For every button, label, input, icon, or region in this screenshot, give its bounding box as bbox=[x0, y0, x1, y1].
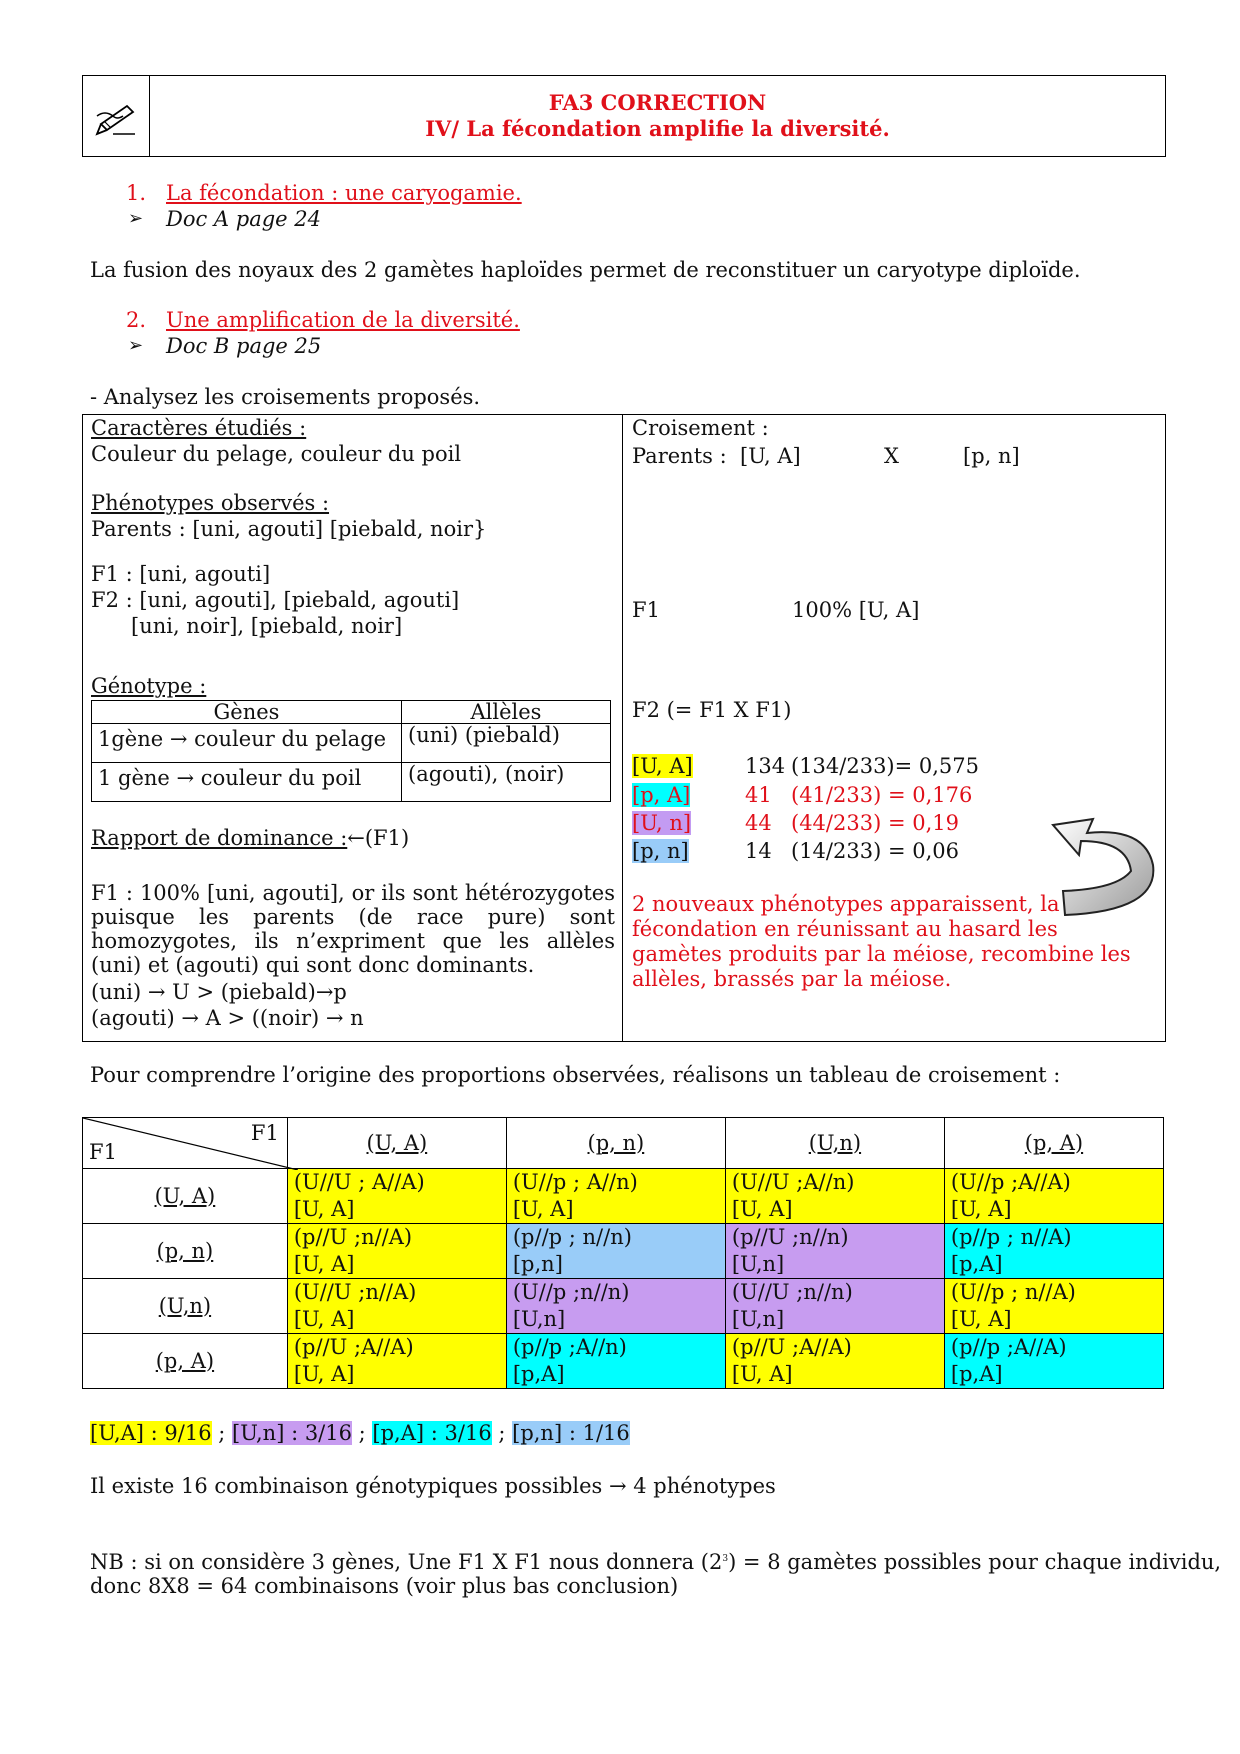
summary-ua: [U,A] : 9/16 bbox=[90, 1421, 212, 1445]
gene-table-cell: 1gène → couleur du pelage bbox=[92, 724, 402, 763]
punnett-cell: (U//U ;A//n) [U, A] bbox=[725, 1169, 944, 1224]
nb-line1 bbox=[90, 1550, 1221, 1574]
punnett-cell: (U//U ;n//n) [U,n] bbox=[725, 1279, 944, 1334]
bullet-arrow-icon: ➢ bbox=[128, 335, 144, 356]
gene-table-cell: 1 gène → couleur du poil bbox=[92, 763, 402, 802]
phenotypes-heading: Phénotypes observés : bbox=[91, 491, 330, 515]
nb-text-a: NB : si on considère 3 gènes, Une F1 X F1 nous donnera (2 bbox=[90, 1550, 723, 1574]
result-calc: (44/233) = 0,19 bbox=[791, 811, 959, 835]
result-phenotype: [p, A] bbox=[632, 783, 691, 807]
punnett-cell: (U//p ; n//A) [U, A] bbox=[944, 1279, 1163, 1334]
punnett-cell: (p//U ;n//n) [U,n] bbox=[725, 1224, 944, 1279]
f1-phenotype: F1 : [uni, agouti] bbox=[91, 562, 271, 586]
result-count: 41 bbox=[745, 783, 772, 807]
dominance-heading: Rapport de dominance : bbox=[91, 826, 348, 850]
page-subtitle: IV/ La fécondation amplifie la diversité. bbox=[425, 116, 890, 141]
result-count: 44 bbox=[745, 811, 772, 835]
result-calc: (14/233) = 0,06 bbox=[791, 839, 959, 863]
f2-label: F2 (= F1 X F1) bbox=[632, 698, 792, 722]
punnett-cell: (U//U ; A//A) [U, A] bbox=[287, 1169, 506, 1224]
section1-docref: Doc A page 24 bbox=[166, 207, 321, 231]
proportion-summary bbox=[90, 1421, 630, 1445]
row-header: (U,n) bbox=[158, 1293, 212, 1318]
gene-table-cell: (uni) (piebald) bbox=[402, 724, 611, 763]
nb-exponent: 3 bbox=[722, 1554, 729, 1564]
gene-table-header: Gènes bbox=[92, 701, 402, 724]
parent2: [p, n] bbox=[963, 444, 1020, 468]
punnett-cell: (U//U ;n//A) [U, A] bbox=[287, 1279, 506, 1334]
f2-phenotypes-line1: F2 : [uni, agouti], [piebald, agouti] bbox=[91, 588, 460, 612]
summary-pn: [p,n] : 1/16 bbox=[512, 1421, 630, 1445]
f2-result-row bbox=[632, 782, 690, 808]
f2-result-row bbox=[632, 810, 691, 836]
punnett-cell: (U//p ; A//n) [U, A] bbox=[506, 1169, 725, 1224]
result-calc: (41/233) = 0,176 bbox=[791, 783, 973, 807]
analysis-box bbox=[82, 414, 1166, 1042]
section2-docref: Doc B page 25 bbox=[166, 334, 322, 358]
col-header: (U, A) bbox=[366, 1130, 428, 1155]
corner-f1-top: F1 bbox=[250, 1121, 279, 1145]
f2-result-row bbox=[632, 838, 689, 864]
row-header: (p, n) bbox=[156, 1238, 214, 1263]
section1-title: La fécondation : une caryogamie. bbox=[166, 181, 522, 205]
nb-text-b: ) = 8 gamètes possibles pour chaque individu, bbox=[728, 1550, 1222, 1574]
parents-label: Parents : bbox=[632, 444, 727, 468]
punnett-cell: (p//U ;A//A) [U, A] bbox=[725, 1334, 944, 1389]
pencil-icon bbox=[83, 76, 150, 156]
row-header: (U, A) bbox=[154, 1183, 216, 1208]
result-phenotype: [p, n] bbox=[632, 839, 689, 863]
punnett-corner bbox=[83, 1118, 288, 1169]
summary-separator: ; bbox=[211, 1421, 233, 1445]
dominance-rule-agouti: (agouti) → A > ((noir) → n bbox=[91, 1006, 364, 1030]
result-count: 134 bbox=[745, 754, 786, 778]
genotype-heading: Génotype : bbox=[91, 674, 207, 698]
punnett-cell: (p//p ; n//n) [p,n] bbox=[506, 1224, 725, 1279]
conclusion-text: 2 nouveaux phénotypes apparaissent, la fécondation en réunissant au hasard les gamètes produits par la méiose, recombine les allèles, brassés par la méiose. bbox=[632, 892, 1131, 991]
punnett-cell: (p//p ;A//n) [p,A] bbox=[506, 1334, 725, 1389]
result-phenotype: [U, n] bbox=[632, 811, 692, 835]
section2-intro: - Analysez les croisements proposés. bbox=[90, 385, 481, 409]
punnett-cell: (p//U ;n//A) [U, A] bbox=[287, 1224, 506, 1279]
gene-table-header: Allèles bbox=[402, 701, 611, 724]
gene-table bbox=[91, 700, 611, 802]
gene-table-cell: (agouti), (noir) bbox=[402, 763, 611, 802]
punnett-cell: (U//p ;n//n) [U,n] bbox=[506, 1279, 725, 1334]
summary-un: [U,n] : 3/16 bbox=[232, 1421, 352, 1445]
combinations-line: Il existe 16 combinaison génotypiques possibles → 4 phénotypes bbox=[90, 1474, 776, 1498]
summary-pa: [p,A] : 3/16 bbox=[372, 1421, 492, 1445]
dominance-suffix: ←(F1) bbox=[347, 826, 410, 850]
corner-f1-bottom: F1 bbox=[89, 1140, 117, 1164]
croisement-label: Croisement : bbox=[632, 416, 769, 440]
cross-x: X bbox=[884, 444, 899, 468]
parent1: [U, A] bbox=[740, 444, 801, 468]
cross-table-intro: Pour comprendre l’origine des proportions observées, réalisons un tableau de croisement : bbox=[90, 1063, 1061, 1087]
punnett-cell: (p//U ;A//A) [U, A] bbox=[287, 1334, 506, 1389]
punnett-cell: (U//p ;A//A) [U, A] bbox=[944, 1169, 1163, 1224]
section1-paragraph: La fusion des noyaux des 2 gamètes haploïdes permet de reconstituer un caryotype diploïde. bbox=[90, 258, 1081, 282]
header-box bbox=[82, 75, 1166, 157]
page-title: FA3 CORRECTION bbox=[548, 90, 767, 115]
result-count: 14 bbox=[745, 839, 772, 863]
punnett-cell: (p//p ;A//A) [p,A] bbox=[944, 1334, 1163, 1389]
section2-number: 2. bbox=[126, 308, 147, 332]
summary-separator: ; bbox=[491, 1421, 513, 1445]
f2-phenotypes-line2: [uni, noir], [piebald, noir] bbox=[131, 614, 403, 638]
nb-line2: donc 8X8 = 64 combinaisons (voir plus bas conclusion) bbox=[90, 1574, 679, 1598]
col-header: (p, n) bbox=[587, 1130, 645, 1155]
f2-result-row bbox=[632, 753, 693, 779]
bullet-arrow-icon: ➢ bbox=[128, 208, 144, 229]
section2-title: Une amplification de la diversité. bbox=[166, 308, 520, 332]
result-calc: (134/233)= 0,575 bbox=[791, 754, 980, 778]
punnett-cell: (p//p ; n//A) [p,A] bbox=[944, 1224, 1163, 1279]
parents-phenotypes: Parents : [uni, agouti] [piebald, noir} bbox=[91, 517, 487, 541]
f1-label: F1 bbox=[632, 598, 660, 622]
section1-number: 1. bbox=[126, 181, 147, 205]
punnett-table bbox=[82, 1117, 1164, 1389]
summary-separator: ; bbox=[351, 1421, 373, 1445]
col-header: (p, A) bbox=[1024, 1130, 1084, 1155]
caracteres-heading: Caractères étudiés : bbox=[91, 416, 307, 440]
col-header: (U,n) bbox=[808, 1130, 862, 1155]
dominance-rule-uni: (uni) → U > (piebald)→p bbox=[91, 980, 347, 1004]
f1-value: 100% [U, A] bbox=[792, 598, 920, 622]
caracteres-text: Couleur du pelage, couleur du poil bbox=[91, 442, 462, 466]
result-phenotype: [U, A] bbox=[632, 754, 693, 778]
f1-explanation: F1 : 100% [uni, agouti], or ils sont hétérozygotes puisque les parents (de race pure) sont homozygotes, ils n’expriment que les allèles (uni) et (agouti) qui sont donc dominants. bbox=[91, 881, 615, 977]
row-header: (p, A) bbox=[155, 1348, 215, 1373]
